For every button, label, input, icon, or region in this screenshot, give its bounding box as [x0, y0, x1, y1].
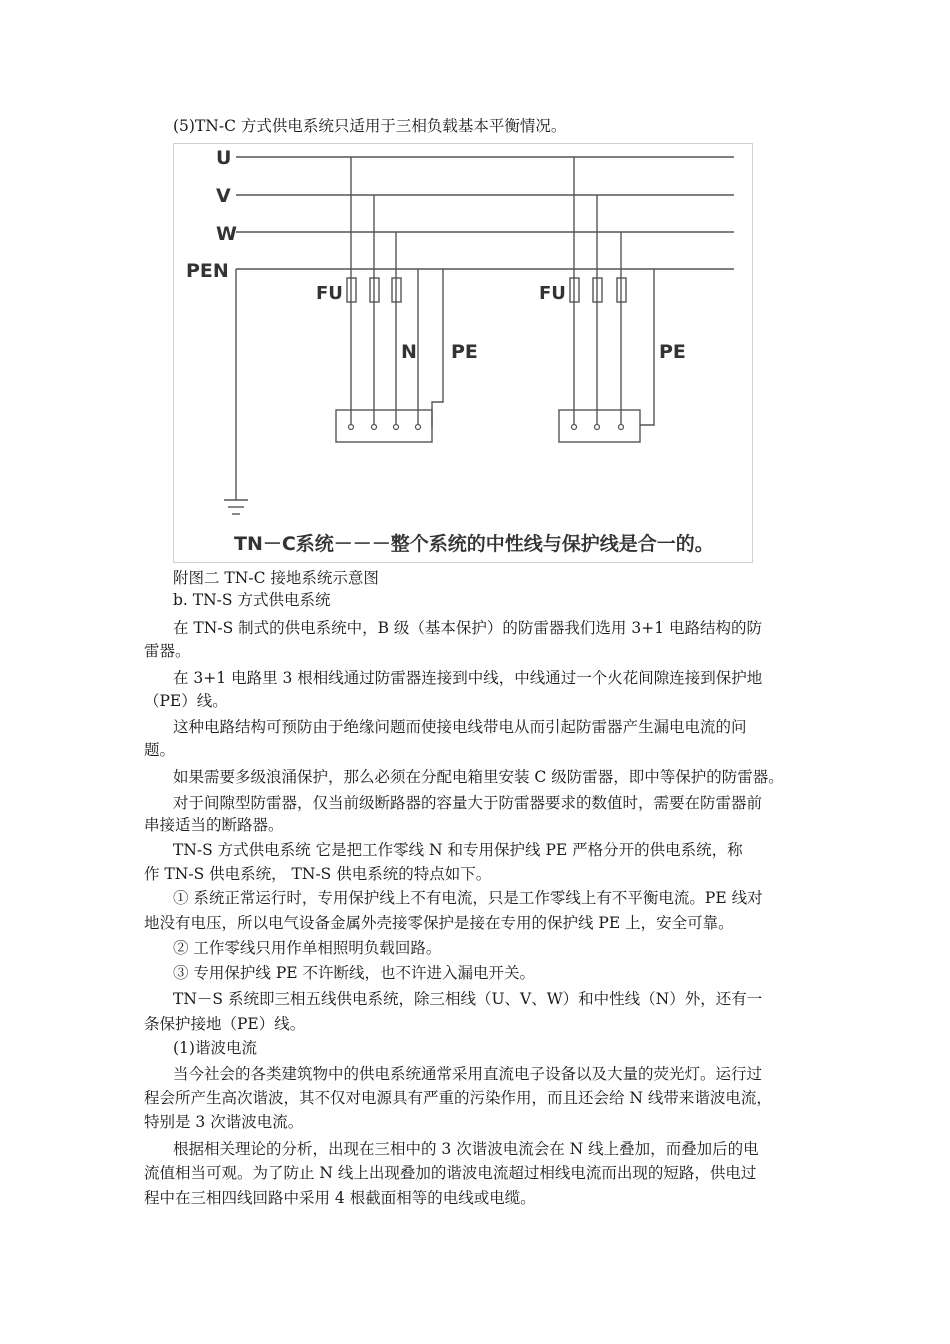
label-fu-1: FU [316, 283, 343, 304]
paragraph-7-line-1: ① 系统正常运行时，专用保护线上不有电流，只是工作零线上有不平衡电流。PE 线对 [173, 889, 763, 907]
paragraph-1-line-2: 雷器。 [144, 642, 191, 660]
tn-c-diagram-svg [174, 144, 752, 562]
paragraph-4-line-1: 如果需要多级浪涌保护，那么必须在分配电箱里安装 C 级防雷器，即中等保护的防雷器。 [173, 768, 784, 786]
paragraph-6-line-2: 作 TN-S 供电系统， TN-S 供电系统的特点如下。 [144, 865, 492, 883]
diagram-caption: TN－C系统－－－整个系统的中性线与保护线是合一的。 [234, 533, 714, 555]
section-heading: b. TN-S 方式供电系统 [173, 591, 331, 609]
label-pe-2: PE [659, 341, 686, 363]
paragraph-12-line-3: 特别是 3 次谐波电流。 [144, 1113, 304, 1131]
load1-wire-pe [432, 269, 443, 427]
label-n: N [401, 341, 417, 363]
terminal-dot [349, 425, 354, 430]
terminal-dot [595, 425, 600, 430]
label-pe-1: PE [451, 341, 478, 363]
figure-caption: 附图二 TN-C 接地系统示意图 [173, 569, 379, 587]
paragraph-3-line-2: 题。 [144, 741, 176, 759]
paragraph-6-line-1: TN-S 方式供电系统 它是把工作零线 N 和专用保护线 PE 严格分开的供电系统，称 [173, 841, 743, 859]
terminal-dot [394, 425, 399, 430]
tn-c-diagram [173, 143, 753, 563]
paragraph-2-line-2: （PE）线。 [144, 692, 228, 710]
label-u: U [216, 147, 232, 169]
terminal-dot [619, 425, 624, 430]
terminal-dot [372, 425, 377, 430]
load2-wire-pe [640, 269, 654, 425]
paragraph-13-line-1: 根据相关理论的分析，出现在三相中的 3 次谐波电流会在 N 线上叠加，而叠加后的电 [173, 1140, 759, 1158]
paragraph-2-line-1: 在 3+1 电路里 3 根相线通过防雷器连接到中线，中线通过一个火花间隙连接到保护地 [173, 669, 763, 687]
intro-line: (5)TN-C 方式供电系统只适用于三相负载基本平衡情况。 [173, 117, 567, 135]
subheading-harmonic-current: (1)谐波电流 [173, 1039, 257, 1057]
paragraph-5-line-1: 对于间隙型防雷器，仅当前级断路器的容量大于防雷器要求的数值时，需要在防雷器前 [173, 794, 763, 812]
paragraph-5-line-2: 串接适当的断路器。 [144, 816, 284, 834]
terminal-dot [416, 425, 421, 430]
paragraph-8-line-1: ② 工作零线只用作单相照明负载回路。 [173, 939, 442, 957]
label-v: V [216, 185, 231, 207]
paragraph-13-line-2: 流值相当可观。为了防止 N 线上出现叠加的谐波电流超过相线电流而出现的短路，供电过 [144, 1164, 757, 1182]
paragraph-13-line-3: 程中在三相四线回路中采用 4 根截面相等的电线或电缆。 [144, 1189, 536, 1207]
paragraph-3-line-1: 这种电路结构可预防由于绝缘问题而使接电线带电从而引起防雷器产生漏电电流的问 [173, 718, 747, 736]
paragraph-7-line-2: 地没有电压，所以电气设备金属外壳接零保护是接在专用的保护线 PE 上，安全可靠。 [144, 914, 734, 932]
paragraph-12-line-2: 程会所产生高次谐波，其不仅对电源具有严重的污染作用，而且还会给 N 线带来谐波电流， [144, 1089, 772, 1107]
paragraph-9-line-1: ③ 专用保护线 PE 不许断线，也不许进入漏电开关。 [173, 964, 536, 982]
label-pen: PEN [186, 260, 229, 282]
paragraph-10-line-1: TN－S 系统即三相五线供电系统，除三相线（U、V、W）和中性线（N）外，还有一 [173, 990, 763, 1008]
label-fu-2: FU [539, 283, 566, 304]
paragraph-10-line-2: 条保护接地（PE）线。 [144, 1015, 306, 1033]
paragraph-1-line-1: 在 TN-S 制式的供电系统中，B 级（基本保护）的防雷器我们选用 3+1 电路结构的防 [173, 619, 762, 637]
terminal-dot [572, 425, 577, 430]
paragraph-12-line-1: 当今社会的各类建筑物中的供电系统通常采用直流电子设备以及大量的荧光灯。运行过 [173, 1065, 763, 1083]
label-w: W [216, 223, 237, 245]
